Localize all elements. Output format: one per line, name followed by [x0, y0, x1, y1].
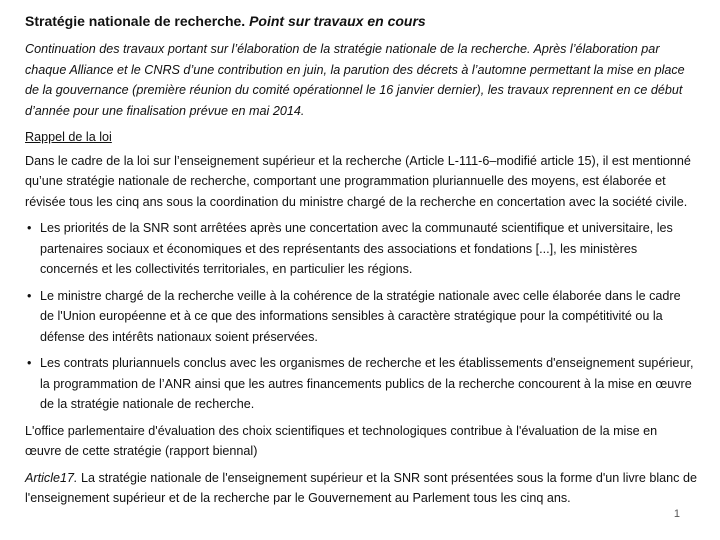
list-item	[25, 286, 697, 348]
page-number: 1	[673, 508, 680, 520]
document-title	[25, 12, 697, 30]
bullet-icon: •	[27, 221, 32, 235]
bullet-icon: •	[27, 288, 32, 303]
law-paragraph: Dans le cadre de la loi sur l’enseignement supérieur et la recherche (Article L-111-6–modifié article 15), il est mentionné qu’une stratégie nationale de recherche, comportant une programmation pluriannuelle des moyens, est élaborée et révisée tous les cinq ans sous la coordination du ministre chargé de la recherche en concertation avec la société civile.	[25, 153, 691, 209]
list-item-text: Les contrats pluriannuels conclus avec les organismes de recherche et les établissements d'enseignement supérieur, la programmation de l’ANR ainsi que les autres financements publics de la recherche concourent à la mise en œuvre de la stratégie nationale de recherche.	[40, 356, 694, 411]
title-main: Stratégie nationale de recherche.	[25, 13, 246, 29]
office-paragraph: L'office parlementaire d'évaluation des choix scientifiques et technologiques contribue à l'évaluation de la mise en œuvre de cette stratégie (rapport biennal)	[25, 423, 658, 458]
section-title: Rappel de la loi	[25, 130, 112, 144]
intro-paragraph: Continuation des travaux portant sur l’élaboration de la stratégie nationale de la recherche. Après l’élaboration par chaque Alliance et le CNRS d’une contribution en juin, la parution des décrets à l’automne permettant la mise en place de la gouvernance (première réunion du comité opérationnel le 16 janvier dernier), les travaux reprennent en ce début d’année pour une finalisation prévue en mai 2014.	[25, 42, 685, 118]
list-item-text: Le ministre chargé de la recherche veille à la cohérence de la stratégie nationale avec celle élaborée dans le cadre de l'Union européenne et à ce que des informations sensibles à caractère stratégique pour la compétitivité ou la défense des intérêts nationaux soient préservées.	[40, 288, 681, 344]
bullet-list	[25, 218, 697, 415]
list-item-text: Les priorités de la SNR sont arrêtées après une concertation avec la communauté scientifique et universitaire, les partenaires sociaux et économiques et des représentants des associations et fondations [...], les ministères concernés et les collectivités territoriales, en particulier les régions.	[40, 221, 673, 276]
article-text: La stratégie nationale de l'enseignement supérieur et la SNR sont présentées sous la forme d'un livre blanc de l'enseignement supérieur et de la recherche par le Gouvernement au Parlement tous les cinq ans.	[25, 470, 697, 505]
article-number: Article17.	[25, 470, 78, 485]
list-item	[25, 218, 697, 280]
document-page	[25, 12, 697, 509]
article-paragraph	[25, 468, 697, 509]
title-subtitle: Point sur travaux en cours	[249, 13, 426, 29]
bullet-icon: •	[27, 356, 32, 370]
list-item	[25, 353, 697, 415]
